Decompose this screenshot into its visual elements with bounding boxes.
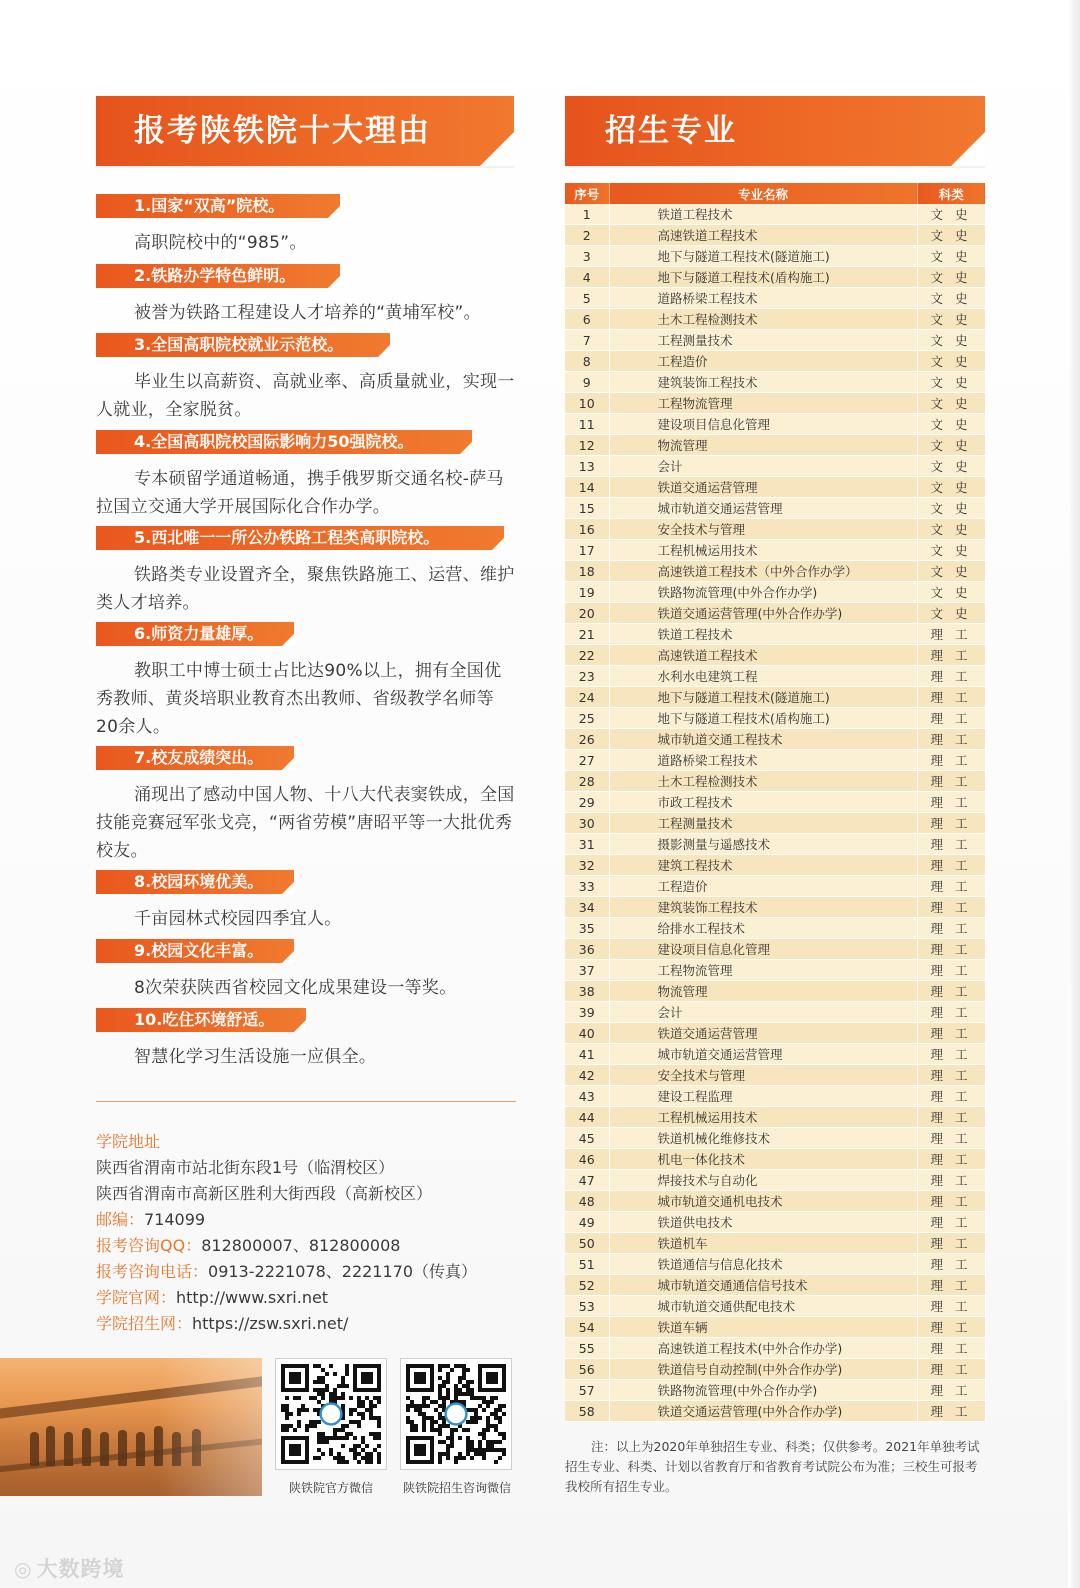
major-no: 15 (565, 498, 609, 519)
table-row (565, 1275, 985, 1296)
major-no: 51 (565, 1254, 609, 1275)
major-name: 城市轨道交通供配电技术 (609, 1296, 917, 1317)
major-category: 理 工 (917, 981, 985, 1002)
major-category: 文 史 (917, 582, 985, 603)
website-label: 学院官网： (96, 1288, 177, 1307)
admission-site-link[interactable]: https://zsw.sxri.net/ (192, 1314, 349, 1333)
major-name: 城市轨道交通机电技术 (609, 1191, 917, 1212)
major-category: 文 史 (917, 603, 985, 624)
reason-desc-8: 千亩园林式校园四季宜人。 (134, 909, 342, 929)
qq-value: 812800007、812800008 (201, 1236, 401, 1255)
major-name: 工程造价 (609, 876, 917, 897)
table-row (565, 435, 985, 456)
major-no: 44 (565, 1107, 609, 1128)
major-no: 10 (565, 393, 609, 414)
major-name: 铁道车辆 (609, 1317, 917, 1338)
major-category: 理 工 (917, 1401, 985, 1422)
table-row (565, 1086, 985, 1107)
major-no: 57 (565, 1380, 609, 1401)
major-no: 43 (565, 1086, 609, 1107)
major-no: 9 (565, 372, 609, 393)
table-row (565, 1380, 985, 1401)
major-no: 42 (565, 1065, 609, 1086)
table-row (565, 960, 985, 981)
major-name: 建设工程监理 (609, 1086, 917, 1107)
major-no: 22 (565, 645, 609, 666)
major-no: 24 (565, 687, 609, 708)
table-row (565, 204, 985, 225)
major-no: 3 (565, 246, 609, 267)
table-header-row (565, 183, 985, 204)
major-category: 文 史 (917, 540, 985, 561)
qr-caption-admission: 陕铁院招生咨询微信 (402, 1481, 511, 1495)
major-category: 理 工 (917, 1023, 985, 1044)
major-no: 56 (565, 1359, 609, 1380)
major-name: 工程测量技术 (609, 330, 917, 351)
major-category: 理 工 (917, 897, 985, 918)
major-name: 安全技术与管理 (609, 519, 917, 540)
table-row (565, 1023, 985, 1044)
major-name: 工程机械运用技术 (609, 1107, 917, 1128)
major-name: 道路桥梁工程技术 (609, 750, 917, 771)
reason-desc-7: 涌现出了感动中国人物、十八大代表窦铁成，全国技能竞赛冠军张戈亮，“两省劳模”唐昭平等一大批优秀校友。 (96, 785, 515, 861)
reason-title-1: 1.国家“双高”院校。 (96, 194, 340, 218)
major-category: 理 工 (917, 1359, 985, 1380)
header-category: 科类 (917, 183, 985, 204)
address-label: 学院地址 (96, 1132, 161, 1151)
major-no: 33 (565, 876, 609, 897)
major-name: 土木工程检测技术 (609, 771, 917, 792)
major-category: 文 史 (917, 477, 985, 498)
major-category: 理 工 (917, 708, 985, 729)
table-row (565, 1065, 985, 1086)
phone-label: 报考咨询电话： (96, 1262, 209, 1281)
major-category: 理 工 (917, 1170, 985, 1191)
table-row (565, 771, 985, 792)
header-name: 专业名称 (609, 183, 917, 204)
table-row (565, 603, 985, 624)
table-row (565, 855, 985, 876)
major-no: 54 (565, 1317, 609, 1338)
major-no: 34 (565, 897, 609, 918)
major-name: 铁道通信与信息化技术 (609, 1254, 917, 1275)
major-name: 铁道机械化维修技术 (609, 1128, 917, 1149)
reason-title-8: 8.校园环境优美。 (96, 870, 294, 894)
major-category: 文 史 (917, 267, 985, 288)
table-row (565, 1212, 985, 1233)
major-name: 城市轨道交通运营管理 (609, 1044, 917, 1065)
major-category: 理 工 (917, 1233, 985, 1254)
major-no: 58 (565, 1401, 609, 1422)
major-no: 8 (565, 351, 609, 372)
major-no: 26 (565, 729, 609, 750)
major-category: 理 工 (917, 813, 985, 834)
major-name: 会计 (609, 456, 917, 477)
major-no: 46 (565, 1149, 609, 1170)
table-row (565, 582, 985, 603)
reason-desc-1: 高职院校中的“985”。 (134, 233, 307, 253)
reason-title-4: 4.全国高职院校国际影响力50强院校。 (96, 430, 472, 454)
major-category: 理 工 (917, 666, 985, 687)
table-row (565, 1149, 985, 1170)
table-row (565, 1044, 985, 1065)
major-no: 36 (565, 939, 609, 960)
major-no: 21 (565, 624, 609, 645)
major-name: 市政工程技术 (609, 792, 917, 813)
reason-desc-5: 铁路类专业设置齐全，聚焦铁路施工、运营、维护类人才培养。 (96, 565, 515, 613)
major-name: 铁道交通运营管理(中外合作办学) (609, 1401, 917, 1422)
reason-title-10: 10.吃住环境舒适。 (96, 1008, 306, 1032)
major-category: 理 工 (917, 1191, 985, 1212)
major-no: 38 (565, 981, 609, 1002)
address-line-2: 陕西省渭南市高新区胜利大街西段（高新校区） (96, 1184, 433, 1203)
major-name: 城市轨道交通通信信号技术 (609, 1275, 917, 1296)
table-row (565, 225, 985, 246)
major-category: 文 史 (917, 330, 985, 351)
reason-desc-4: 专本硕留学通道畅通，携手俄罗斯交通名校-萨马拉国立交通大学开展国际化合作办学。 (96, 469, 504, 517)
reason-title-5: 5.西北唯一一所公办铁路工程类高职院校。 (96, 526, 504, 550)
section-divider (96, 1101, 516, 1102)
majors-banner (565, 96, 985, 166)
major-category: 理 工 (917, 960, 985, 981)
major-category: 理 工 (917, 1107, 985, 1128)
major-category: 理 工 (917, 729, 985, 750)
major-name: 机电一体化技术 (609, 1149, 917, 1170)
campus-photo (0, 1358, 262, 1496)
major-name: 工程物流管理 (609, 393, 917, 414)
zip-code (96, 1209, 205, 1231)
major-category: 理 工 (917, 1254, 985, 1275)
major-name: 建筑装饰工程技术 (609, 897, 917, 918)
major-no: 30 (565, 813, 609, 834)
major-name: 高速铁道工程技术 (609, 645, 917, 666)
major-name: 建筑装饰工程技术 (609, 372, 917, 393)
major-no: 11 (565, 414, 609, 435)
major-no: 4 (565, 267, 609, 288)
table-row (565, 561, 985, 582)
major-no: 28 (565, 771, 609, 792)
major-no: 47 (565, 1170, 609, 1191)
major-name: 建设项目信息化管理 (609, 414, 917, 435)
major-category: 理 工 (917, 876, 985, 897)
major-category: 理 工 (917, 771, 985, 792)
major-category: 文 史 (917, 225, 985, 246)
major-no: 45 (565, 1128, 609, 1149)
table-row (565, 708, 985, 729)
table-row (565, 1254, 985, 1275)
major-category: 理 工 (917, 1380, 985, 1401)
table-row (565, 729, 985, 750)
table-row (565, 792, 985, 813)
table-row (565, 372, 985, 393)
major-name: 铁道工程技术 (609, 204, 917, 225)
major-name: 铁道交通运营管理 (609, 477, 917, 498)
qq-contact (96, 1235, 400, 1257)
reasons-banner-title: 报考陕铁院十大理由 (134, 113, 431, 149)
table-row (565, 330, 985, 351)
table-row (565, 1401, 985, 1422)
table-row (565, 1107, 985, 1128)
major-name: 物流管理 (609, 435, 917, 456)
major-category: 文 史 (917, 372, 985, 393)
major-name: 给排水工程技术 (609, 918, 917, 939)
majors-table (565, 183, 986, 1422)
major-category: 文 史 (917, 498, 985, 519)
table-row (565, 918, 985, 939)
major-name: 铁道信号自动控制(中外合作办学) (609, 1359, 917, 1380)
major-name: 工程机械运用技术 (609, 540, 917, 561)
phone-value: 0913-2221078、2221170（传真） (208, 1262, 478, 1281)
table-row (565, 813, 985, 834)
table-row (565, 1233, 985, 1254)
table-row (565, 1359, 985, 1380)
major-name: 城市轨道交通运营管理 (609, 498, 917, 519)
table-row (565, 687, 985, 708)
qq-label: 报考咨询QQ： (96, 1236, 202, 1255)
table-row (565, 414, 985, 435)
major-no: 48 (565, 1191, 609, 1212)
table-row (565, 498, 985, 519)
major-category: 理 工 (917, 1128, 985, 1149)
table-row (565, 246, 985, 267)
table-row (565, 393, 985, 414)
major-category: 理 工 (917, 645, 985, 666)
website-link[interactable]: http://www.sxri.net (176, 1288, 329, 1307)
major-category: 理 工 (917, 1212, 985, 1233)
major-name: 工程造价 (609, 351, 917, 372)
major-name: 铁道交通运营管理(中外合作办学) (609, 603, 917, 624)
major-category: 理 工 (917, 1317, 985, 1338)
major-category: 文 史 (917, 309, 985, 330)
footnote: 注：以上为2020年单独招生专业、科类；仅供参考。2021年单独考试招生专业、科类、计划以省教育厅和省教育考试院公布为准；三校生可报考我校所有招生专业。 (565, 1439, 980, 1494)
major-no: 32 (565, 855, 609, 876)
table-row (565, 288, 985, 309)
table-row (565, 1191, 985, 1212)
banner-fold-corner (480, 132, 514, 166)
major-no: 5 (565, 288, 609, 309)
table-row (565, 939, 985, 960)
major-category: 理 工 (917, 1275, 985, 1296)
table-row (565, 1338, 985, 1359)
major-category: 理 工 (917, 918, 985, 939)
major-no: 35 (565, 918, 609, 939)
table-row (565, 309, 985, 330)
zip-label: 邮编： (96, 1210, 145, 1229)
qr-code-icon[interactable] (275, 1358, 387, 1470)
table-row (565, 519, 985, 540)
major-no: 41 (565, 1044, 609, 1065)
major-no: 40 (565, 1023, 609, 1044)
major-category: 理 工 (917, 1065, 985, 1086)
header-no: 序号 (565, 183, 609, 204)
reason-title-6: 6.师资力量雄厚。 (96, 622, 294, 646)
major-name: 建筑工程技术 (609, 855, 917, 876)
reason-desc-10: 智慧化学习生活设施一应俱全。 (134, 1047, 377, 1067)
reason-desc-2: 被誉为铁路工程建设人才培养的“黄埔军校”。 (134, 303, 481, 323)
table-row (565, 666, 985, 687)
major-name: 土木工程检测技术 (609, 309, 917, 330)
major-name: 建设项目信息化管理 (609, 939, 917, 960)
table-row (565, 351, 985, 372)
major-no: 50 (565, 1233, 609, 1254)
major-name: 物流管理 (609, 981, 917, 1002)
major-name: 会计 (609, 1002, 917, 1023)
major-no: 6 (565, 309, 609, 330)
major-no: 39 (565, 1002, 609, 1023)
major-name: 高速铁道工程技术（中外合作办学） (609, 561, 917, 582)
table-row (565, 645, 985, 666)
major-no: 52 (565, 1275, 609, 1296)
major-name: 焊接技术与自动化 (609, 1170, 917, 1191)
major-category: 理 工 (917, 624, 985, 645)
table-row (565, 834, 985, 855)
major-name: 城市轨道交通工程技术 (609, 729, 917, 750)
major-no: 20 (565, 603, 609, 624)
reason-desc-3: 毕业生以高薪资、高就业率、高质量就业，实现一人就业，全家脱贫。 (96, 372, 515, 420)
major-category: 文 史 (917, 246, 985, 267)
major-no: 25 (565, 708, 609, 729)
major-name: 地下与隧道工程技术(隧道施工) (609, 246, 917, 267)
table-row (565, 267, 985, 288)
major-category: 理 工 (917, 1338, 985, 1359)
major-no: 29 (565, 792, 609, 813)
reason-title-3: 3.全国高职院校就业示范校。 (96, 333, 390, 357)
reason-title-2: 2.铁路办学特色鲜明。 (96, 264, 340, 288)
major-name: 铁道工程技术 (609, 624, 917, 645)
major-category: 理 工 (917, 750, 985, 771)
major-no: 1 (565, 204, 609, 225)
majors-banner-title: 招生专业 (605, 113, 737, 149)
page-edge-shadow (1068, 0, 1080, 1588)
table-row (565, 897, 985, 918)
major-category: 文 史 (917, 519, 985, 540)
major-no: 14 (565, 477, 609, 498)
major-name: 道路桥梁工程技术 (609, 288, 917, 309)
major-category: 理 工 (917, 834, 985, 855)
qr-code-icon[interactable] (400, 1358, 512, 1470)
major-name: 铁道机车 (609, 1233, 917, 1254)
table-row (565, 1002, 985, 1023)
watermark-text: 大数跨境 (36, 1557, 125, 1581)
table-row (565, 750, 985, 771)
watermark (14, 1553, 124, 1583)
major-name: 高速铁道工程技术(中外合作办学) (609, 1338, 917, 1359)
website-contact (96, 1287, 328, 1309)
major-category: 理 工 (917, 855, 985, 876)
major-category: 文 史 (917, 351, 985, 372)
major-name: 地下与隧道工程技术(隧道施工) (609, 687, 917, 708)
major-name: 安全技术与管理 (609, 1065, 917, 1086)
reason-title-9: 9.校园文化丰富。 (96, 939, 294, 963)
major-name: 铁路物流管理(中外合作办学) (609, 1380, 917, 1401)
zip-value: 714099 (144, 1210, 206, 1229)
major-name: 摄影测量与遥感技术 (609, 834, 917, 855)
major-no: 12 (565, 435, 609, 456)
qr-caption-official: 陕铁院官方微信 (288, 1481, 373, 1495)
banner-fold-corner (951, 132, 985, 166)
major-category: 文 史 (917, 435, 985, 456)
major-no: 2 (565, 225, 609, 246)
major-category: 理 工 (917, 1149, 985, 1170)
table-row (565, 456, 985, 477)
major-category: 文 史 (917, 456, 985, 477)
major-category: 理 工 (917, 939, 985, 960)
major-category: 文 史 (917, 414, 985, 435)
major-no: 37 (565, 960, 609, 981)
major-no: 18 (565, 561, 609, 582)
major-category: 理 工 (917, 1296, 985, 1317)
admission-site-label: 学院招生网： (96, 1314, 193, 1333)
major-name: 工程测量技术 (609, 813, 917, 834)
admission-site-contact (96, 1313, 348, 1335)
major-no: 19 (565, 582, 609, 603)
table-row (565, 477, 985, 498)
majors-table-body (565, 204, 985, 1422)
major-category: 理 工 (917, 1002, 985, 1023)
major-name: 地下与隧道工程技术(盾构施工) (609, 708, 917, 729)
major-no: 53 (565, 1296, 609, 1317)
reason-desc-6: 教职工中博士硕士占比达90%以上，拥有全国优秀教师、黄炎培职业教育杰出教师、省级教学名师等20余人。 (96, 661, 502, 737)
major-no: 23 (565, 666, 609, 687)
major-category: 文 史 (917, 204, 985, 225)
major-name: 地下与隧道工程技术(盾构施工) (609, 267, 917, 288)
major-category: 理 工 (917, 1044, 985, 1065)
address-line-1: 陕西省渭南市站北街东段1号（临渭校区） (96, 1158, 395, 1177)
major-name: 铁道供电技术 (609, 1212, 917, 1233)
major-no: 27 (565, 750, 609, 771)
table-row (565, 876, 985, 897)
reasons-banner (96, 96, 514, 166)
major-name: 高速铁道工程技术 (609, 225, 917, 246)
major-category: 文 史 (917, 393, 985, 414)
major-category: 理 工 (917, 792, 985, 813)
reason-title-7: 7.校友成绩突出。 (96, 746, 294, 770)
major-no: 55 (565, 1338, 609, 1359)
table-row (565, 540, 985, 561)
major-category: 理 工 (917, 1086, 985, 1107)
major-no: 13 (565, 456, 609, 477)
phone-contact (96, 1261, 477, 1283)
table-row (565, 1317, 985, 1338)
table-row (565, 1296, 985, 1317)
major-name: 水利水电建筑工程 (609, 666, 917, 687)
major-no: 17 (565, 540, 609, 561)
table-row (565, 1170, 985, 1191)
major-no: 49 (565, 1212, 609, 1233)
major-no: 31 (565, 834, 609, 855)
major-category: 理 工 (917, 687, 985, 708)
major-name: 铁路物流管理(中外合作办学) (609, 582, 917, 603)
table-row (565, 981, 985, 1002)
major-category: 文 史 (917, 561, 985, 582)
reason-desc-9: 8次荣获陕西省校园文化成果建设一等奖。 (134, 978, 457, 998)
major-no: 7 (565, 330, 609, 351)
table-row (565, 1128, 985, 1149)
major-name: 工程物流管理 (609, 960, 917, 981)
major-category: 文 史 (917, 288, 985, 309)
major-name: 铁道交通运营管理 (609, 1023, 917, 1044)
logo-icon: ◎ (14, 1557, 33, 1581)
table-row (565, 624, 985, 645)
major-no: 16 (565, 519, 609, 540)
